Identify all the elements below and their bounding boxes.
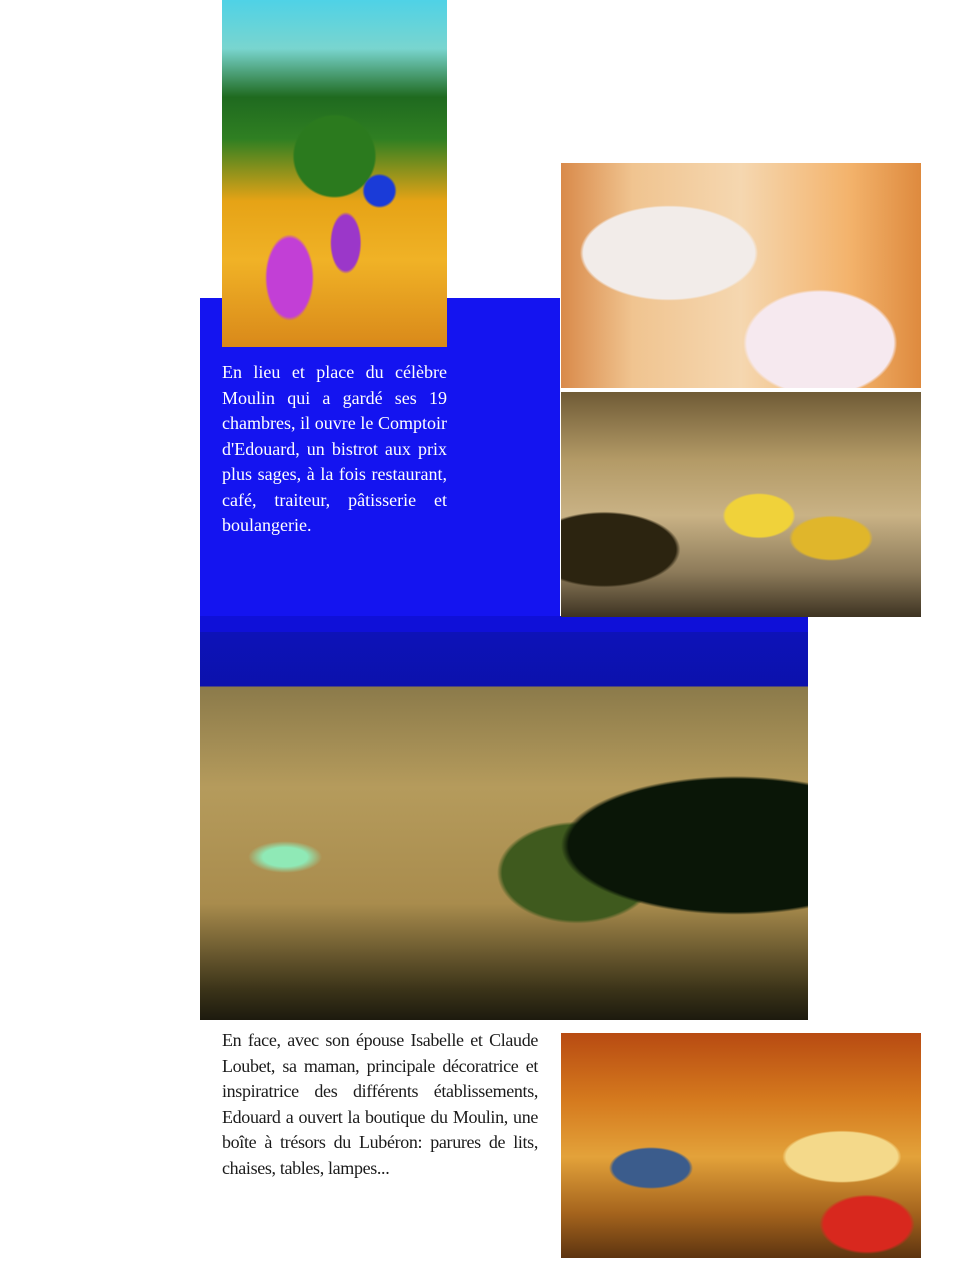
moulin-building-photo bbox=[200, 632, 808, 1020]
comptoir-paragraph: En lieu et place du célèbre Moulin qui a gardé ses 19 chambres, il ouvre le Comptoir d'Edouard, un bistrot aux prix plus sages, à la fois restaurant, café, traiteur, pâtisserie et boulangerie. bbox=[222, 362, 447, 535]
terrace-photo bbox=[222, 0, 447, 347]
boutique-paragraph: En face, avec son épouse Isabelle et Claude Loubet, sa maman, principale décoratrice et inspiratrice des différents établissements, Edouard a ouvert la boutique du Moulin, une boîte à trésors du Lubéron: parures de lits, chaises, tables, lampes... bbox=[222, 1030, 538, 1178]
boutique-photo bbox=[561, 1033, 921, 1258]
bedroom-photo bbox=[561, 163, 921, 388]
dining-room-photo bbox=[561, 392, 921, 617]
